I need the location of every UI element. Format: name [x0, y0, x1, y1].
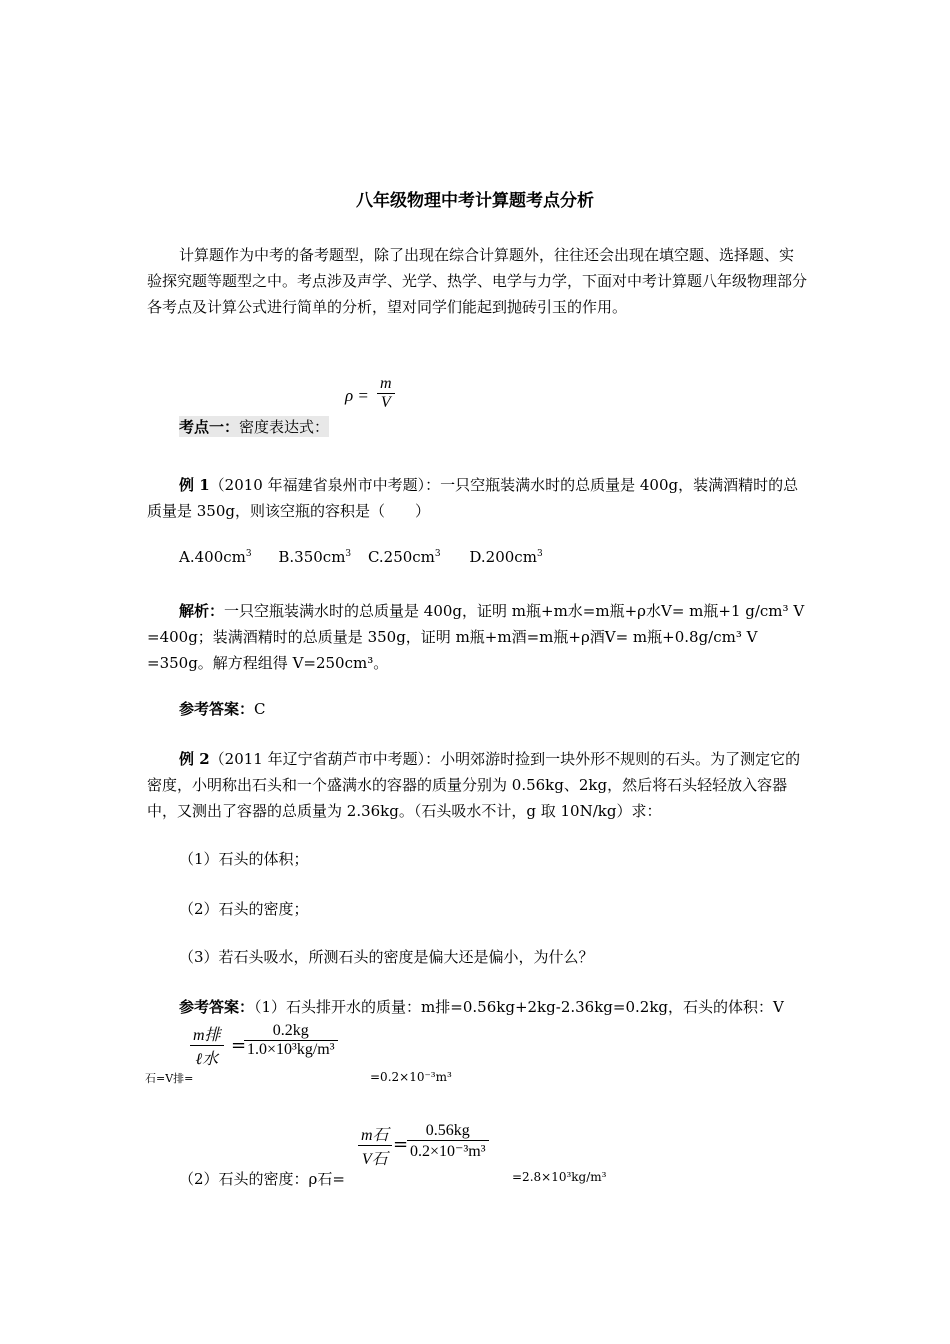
a1-prefix: 石=V排= [145, 1072, 194, 1085]
a2-result: =2.8×10³kg/m³ [512, 1170, 607, 1184]
point1-text: 密度表达式： [239, 418, 330, 436]
analysis-text: 一只空瓶装满水时的总质量是 400g，证明 m瓶+m水=m瓶+ρ水V= m瓶+1 g/cm³ V =400g；装满酒精时的总质量是 350g，证明 m瓶+m酒=m瓶+ρ酒V= m瓶+0.8g/cm³ V =350g。解方程组得 V=250cm³。 [147, 602, 805, 672]
a2-equals: = [393, 1134, 409, 1155]
answer2-label: 参考答案： [179, 998, 255, 1016]
a2-prefix: （2）石头的密度：ρ石= [179, 1170, 345, 1188]
a2-frac2-den: 0.2×10⁻³m³ [410, 1143, 486, 1160]
a1-frac2-den: 1.0×10³kg/m³ [247, 1041, 335, 1058]
a1-frac1-den: ℓ水 [195, 1051, 219, 1068]
a2-frac2-num: 0.56kg [407, 1122, 489, 1141]
a2-fraction-symbolic [358, 1122, 392, 1169]
example1-analysis [147, 598, 807, 676]
example1-answer [179, 698, 266, 719]
example1-label: 例 1 [179, 476, 210, 494]
a1-fraction-numeric [244, 1022, 338, 1059]
example1-question [147, 472, 807, 524]
point1-heading [179, 416, 329, 437]
a1-equals: = [231, 1035, 247, 1056]
option-a: A.400cm [179, 548, 246, 566]
density-numerator: m [377, 375, 395, 394]
answer1-value: C [254, 700, 266, 718]
a1-frac2-num: 0.2kg [244, 1022, 338, 1041]
a1-fraction-symbolic [190, 1022, 224, 1069]
example2-q1: （1）石头的体积； [179, 850, 309, 868]
a2-frac1-num: m石 [358, 1122, 392, 1146]
density-formula-fraction [377, 375, 395, 412]
a2-frac1-den: V石 [361, 1151, 388, 1168]
example2-question [147, 746, 807, 824]
option-c: C.250cm [367, 548, 435, 566]
example1-text: （2010 年福建省泉州市中考题）：一只空瓶装满水时的总质量是 400g，装满酒精时的总质量是 350g，则该空瓶的容积是（ ） [147, 476, 799, 520]
option-b: B.350cm [278, 548, 346, 566]
answer1-label: 参考答案： [179, 700, 255, 718]
density-denominator: V [380, 394, 391, 411]
option-d: D.200cm [469, 548, 537, 566]
analysis-label: 解析： [179, 602, 225, 620]
example2-q2: （2）石头的密度； [179, 900, 309, 918]
page-title: 八年级物理中考计算题考点分析 [356, 191, 594, 211]
example2-answer1 [179, 996, 784, 1017]
a2-fraction-numeric [407, 1122, 489, 1161]
example2-q3: （3）若石头吸水，所测石头的密度是偏大还是偏小，为什么？ [179, 948, 594, 966]
example2-text: （2011 年辽宁省葫芦市中考题）：小明郊游时捡到一块外形不规则的石头。为了测定它的密度，小明称出石头和一个盛满水的容器的质量分别为 0.56kg、2kg，然后将石头轻轻放入容器中，又测出了容器的总质量为 2.36kg。（石头吸水不计，g 取 10N/kg）求： [147, 750, 801, 820]
point1-label: 考点一： [179, 418, 240, 436]
example1-options: $A.400cm^3$ $B.350cm^3$ $C.250cm^3$ $D.200cm^3$ [179, 548, 543, 566]
intro-paragraph: 计算题作为中考的备考题型，除了出现在综合计算题外，往往还会出现在填空题、选择题、实验探究题等题型之中。考点涉及声学、光学、热学、电学与力学，下面对中考计算题八年级物理部分各考点及计算公式进行简单的分析，望对同学们能起到抛砖引玉的作用。 [147, 246, 808, 316]
a1-result: =0.2×10⁻³m³ [370, 1070, 452, 1084]
answer2-part1: （1）石头排开水的质量：m排=0.56kg+2kg-2.36kg=0.2kg，石头的体积：V [254, 998, 784, 1016]
density-formula-lhs: ρ = [345, 386, 369, 405]
example2-label: 例 2 [179, 750, 210, 768]
a1-frac1-num: m排 [190, 1022, 224, 1046]
